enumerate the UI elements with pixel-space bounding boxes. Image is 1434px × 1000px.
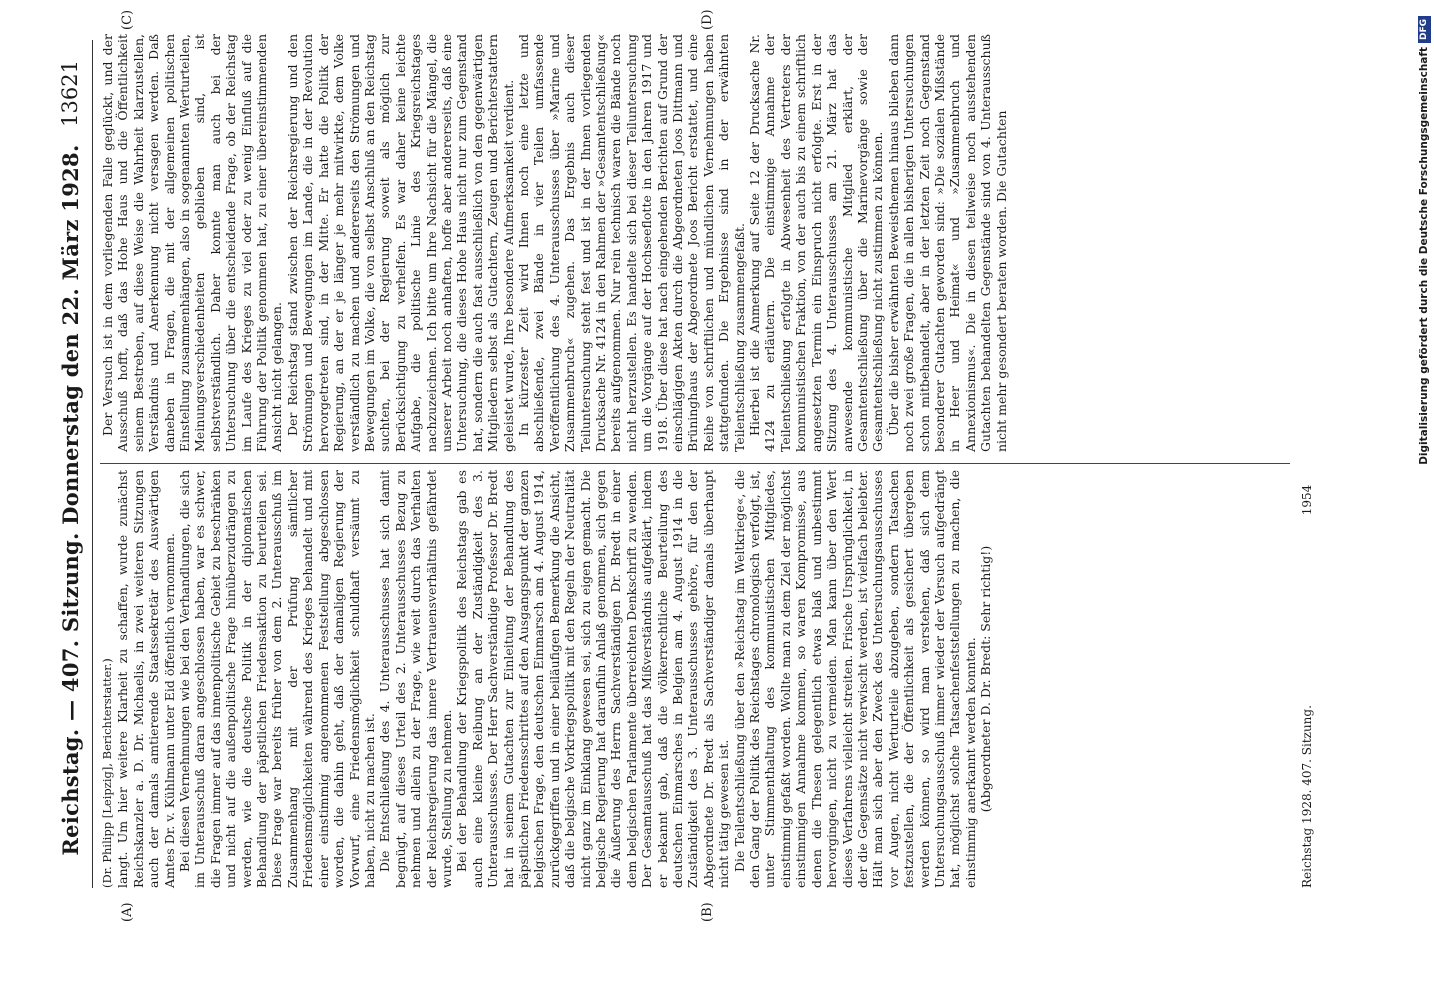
margin-mark-c: (C) — [120, 9, 135, 30]
paragraph: In kürzester Zeit wird Ihnen noch eine letzte und abschließende, zwei Bände in vier Teilen umfassende Veröffentlichung des 4. Unterausschusses über »Marine und Zusammenbruch« zugehen. Das Ergebnis auch dieser Teiluntersuchung steht fest und ist in der Ihnen vorliegenden Drucksache Nr. 4124 in den Rahmen der »Gesamtentschließung« bereits aufgenommen. Nur rein technisch waren die Bände noch nicht herzustellen. Es handelte sich bei dieser Teiluntersuchung um die Vorgänge auf der Hochseeflotte in den Jahren 1917 und 1918. Über diese hat nach eingehenden Berichten auf Grund der einschlägigen Akten durch die Abgeordneten Joos Dittmann und Brüninghaus der Abgeordnete Joos Bericht erstattet, und eine Reihe von schriftlichen und mündlichen Vernehmungen haben stattgefunden. Die Ergebnisse sind in der erwähnten Teilentschließung zusammengefaßt. — [515, 34, 747, 452]
paragraph: Der Reichstag stand zwischen der Reichsregierung und den Strömungen und Bewegungen im Lande, die in der Revolution hervorgetreten sind, in der Mitte. Er hatte die Politik der Regierung, an der er je länger je mehr mitwirkte, dem Volke verständlich zu machen und andererseits den Strömungen und Bewegungen im Volke, die von selbst Anschluß an den Reichstag suchten, bei der Regierung soweit als möglich zur Berücksichtigung zu verhelfen. Es war daher keine leichte Aufgabe, die politische Linie des Kriegsreichstages nachzuzeichnen. Ich bitte um Ihre Nachsicht für die Mängel, die unserer Arbeit noch anhaften, hoffe aber andererseits, daß eine Untersuchung, die dieses Hohe Haus nicht nur zum Gegenstand hat, sondern die auch fast ausschließlich von den gegenwärtigen Mitgliedern selbst als Gutachtern, Zeugen und Berichterstattern geleistet wurde, Ihre besondere Aufmerksamkeit verdient. — [284, 34, 516, 452]
speaker-head: (Dr. Philipp [Leipzig], Berichterstatter.) — [100, 658, 114, 888]
page-title: Reichstag. — 407. Sitzung. Donnerstag den 22. März 1928. — [58, 144, 83, 856]
dfg-logo-icon: DFG — [1418, 16, 1431, 43]
digitization-credit — [1410, 0, 1434, 1000]
paragraph: Bei der Behandlung der Kriegspolitik des Reichstags gab es auch eine kleine Reibung an der Zuständigkeit des 3. Unterausschusses. Der Herr Sachverständige Professor Dr. Bredt hat in seinem Gutachten zur Einleitung der Behandlung des päpstlichen Friedensschrittes auf den Ausgangspunkt der ganzen belgischen Frage, den deutschen Einmarsch am 4. August 1914, zurückgegriffen und in einer beiläufigen Bemerkung die Ansicht, daß die belgische Vorkriegspolitik mit den Regeln der Neutralität nicht ganz im Einklang gewesen sei, sich zu eigen gemacht. Die belgische Regierung hat daraufhin Anlaß genommen, sich gegen die Äußerung des Herrn Sachverständigen Dr. Bredt in einer dem belgischen Parlamente überreichten Denkschrift zu wenden. Der Gesamtausschuß hat das Mißverständnis aufgeklärt, indem er bekannt gab, daß die völkerrechtliche Beurteilung des deutschen Einmarsches in Belgien am 4. August 1914 in die Zuständigkeit des 3. Unterausschusses gehöre, für den der Abgeordnete Dr. Bredt als Sachverständiger damals überhaupt nicht tätig gewesen ist. — [454, 470, 732, 888]
right-column — [100, 34, 1009, 452]
interjection: (Abgeordneter D. Dr. Bredt: Sehr richtig!) — [978, 545, 994, 813]
left-column — [100, 470, 994, 888]
paragraph: Die Teilentschließung über den »Reichstag im Weltkriege«, die den Gang der Politik des Reichstages chronologisch verfolgt, ist, unter Stimmenthaltung des kommunistischen Mitgliedes, einstimmig gefaßt worden. Wollte man zu dem Ziel der möglichst einstimmigen Annahme kommen, so waren Kompromisse, aus denen die Thesen gelegentlich etwas blaß und unbestimmt hervorgingen, nicht zu vermeiden. Man kann über den Wert dieses Verfahrens vielleicht streiten. Frische Ursprünglichkeit, in der die Gegensätze nicht verwischt werden, ist vielfach beliebter. Hält man sich aber den Zweck des Untersuchungsausschusses vor Augen, nicht Werturteile abzugeben, sondern Tatsachen festzustellen, die der Öffentlichkeit als gesichert übergeben werden können, so wird man verstehen, daß sich dem Untersuchungsausschuß immer wieder der Versuch aufgedrängt hat, möglichst solche Tatsachenfeststellungen zu machen, die einstimmig anerkannt werden konnten. — [731, 470, 978, 888]
margin-mark-a: (A) — [120, 902, 135, 922]
credit-text-row — [1412, 0, 1434, 1000]
margin-mark-d: (D) — [700, 9, 715, 30]
paragraph: langt. Um hier weitere Klarheit zu schaffen, wurde zunächst Reichskanzler a. D. Dr. Michaelis, in zwei weiteren Sitzungen auch der damals amtierende Staatssekretär des Auswärtigen Amtes Dr. v. Kühlmann unter Eid öffentlich vernommen. — [115, 470, 177, 888]
paragraph: Der Versuch ist in dem vorliegenden Falle geglückt, und der Ausschuß hofft, daß das Hohe Haus und die Öffentlichkeit seinem Bestreben, auf diese Weise die Wahrheit klarzustellen, Verständnis und Anerkennung nicht versagen werden. Daß daneben in Fragen, die mit der allgemeinen politischen Einstellung zusammenhängen, also in sogenannten Werturteilen, Meinungsverschiedenheiten geblieben sind, ist selbstverständlich. Daher konnte man auch bei der Untersuchung über die entscheidende Frage, ob der Reichstag im Laufe des Krieges zu viel oder zu wenig Einfluß auf die Führung der Politik genommen hat, zu einer übereinstimmenden Ansicht nicht gelangen. — [100, 34, 285, 452]
footer-left: Reichstag 1928. 407. Sitzung. — [1300, 705, 1314, 888]
paragraph: Hierbei ist die Anmerkung auf Seite 12 der Drucksache Nr. 4124 zu erläutern. Die einstimmige Annahme der Teilentschließung erfolgte in Abwesenheit des Vertreters der kommunistischen Fraktion, von der auch bis zu einem schriftlich angesetzten Termin ein Einspruch nicht erfolgte. Erst in der Sitzung des 4. Unterausschusses am 21. März hat das anwesende kommunistische Mitglied erklärt, der Gesamtentschließung über die Marinevorgänge sowie der Gesamtentschließung nicht zustimmen zu können. — [747, 34, 886, 452]
header-rule — [92, 40, 93, 888]
page-number: 13621 — [58, 60, 82, 127]
column-divider — [100, 463, 1290, 464]
paragraph: Bei diesen Vernehmungen wie bei den Verhandlungen, die sich im Unterausschuß daran angeschlossen haben, war es schwer, die Fragen immer auf das innenpolitische Gebiet zu beschränken und nicht auf die außenpolitische Frage hinüberzudrängen zu werden, wie die deutsche Politik in der diplomatischen Behandlung der päpstlichen Friedensaktion zu beurteilen sei. Diese Frage war bereits früher von dem 2. Unterausschuß im Zusammenhang mit der Prüfung sämtlicher Friedensmöglichkeiten während des Krieges behandelt und mit einer einstimmig angenommenen Feststellung abgeschlossen worden, die dahin geht, daß der damaligen Regierung der Vorwurf, eine Friedensmöglichkeit schuldhaft versäumt zu haben, nicht zu machen ist. — [177, 470, 377, 888]
paragraph: Über die bisher erwähnten Beweisthemen hinaus blieben dann noch zwei große Fragen, die in allen bisherigen Untersuchungen schon mitbehandelt, aber in der letzten Zeit noch Gegenstand besonderer Gutachten geworden sind: »Die sozialen Mißstände in Heer und Heimat« und »Zusammenbruch und Annexionismus«. Die in diesen teilweise noch ausstehenden Gutachten behandelten Gegenstände sind von 4. Unterausschuß nicht mehr gesondert beraten worden. Die Gutachten — [885, 34, 1009, 452]
paragraph: Die Entschließung des 4. Unterausschusses hat sich damit begnügt, auf dieses Urteil des 2. Unterausschusses Bezug zu nehmen und allein zu der Frage, wie weit durch das Verhalten der Reichsregierung das innere Vertrauensverhältnis gefährdet wurde, Stellung zu nehmen. — [377, 470, 454, 888]
footer-page-number: 1954 — [1300, 484, 1314, 516]
credit-text: Digitalisierung gefördert durch die Deutsche Forschungsgemeinschaft — [1418, 47, 1430, 465]
margin-mark-b: (B) — [700, 902, 715, 922]
